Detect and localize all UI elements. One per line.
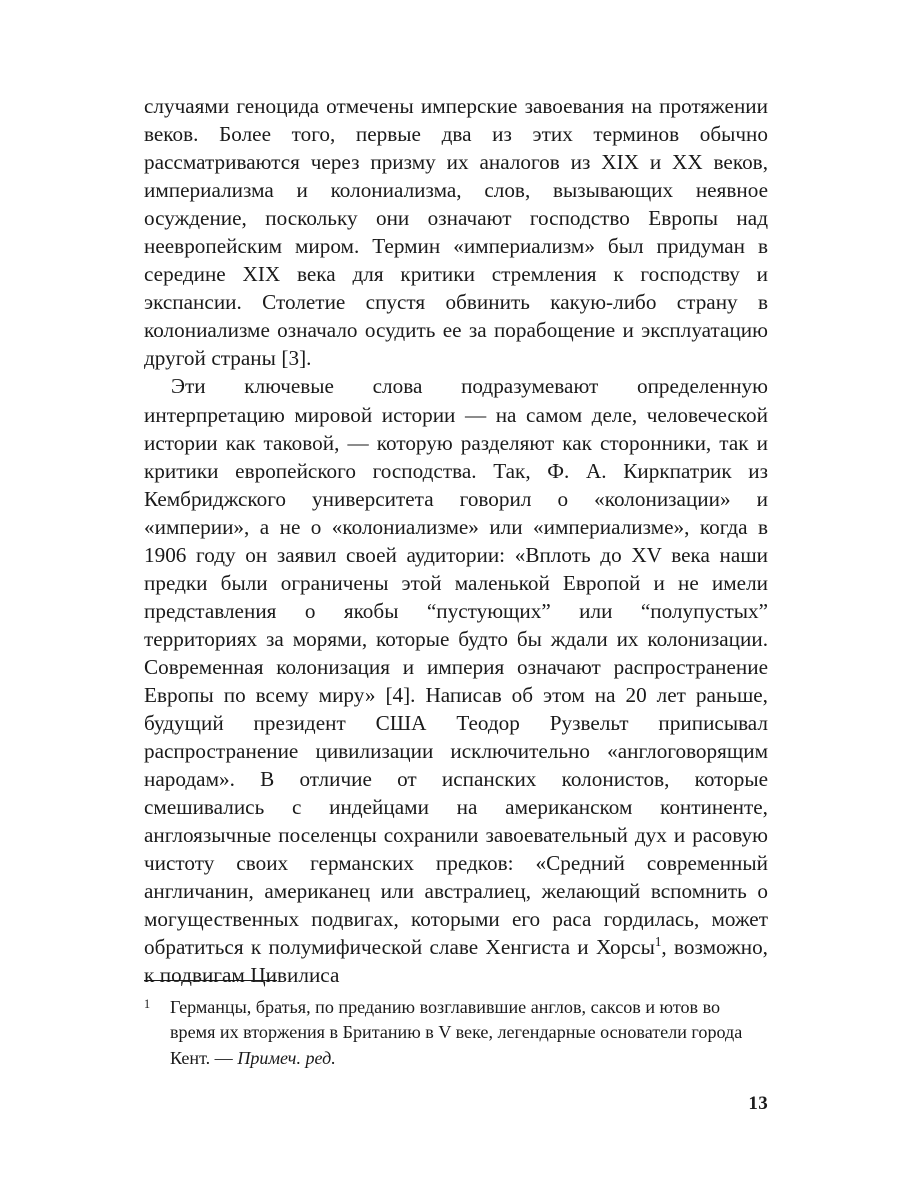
- paragraph-keywords-text-after-footnote: , возможно, к подвигам Цивилиса: [144, 935, 768, 988]
- footnote-attribution-1: Примеч. ред.: [237, 1047, 336, 1068]
- main-text-block: [144, 92, 768, 990]
- footnote-text-1: Германцы, братья, по преданию возглавившие англов, саксов и ютов во время их вторжения в Британию в V веке, легендарные основатели города Кент. —: [170, 997, 743, 1068]
- paragraph-continued: случаями геноцида отмечены имперские завоевания на протяжении веков. Более того, первые два из этих терминов обычно рассматриваются через призму их аналогов из XIX и XX веков, империализма и колониализма, слов, вызывающих неявное осуждение, поскольку они означают господство Европы над неевропейским миром. Термин «империализм» был придуман в середине XIX века для критики стремления к господству и экспансии. Столетие спустя обвинить какую-либо страну в колониализме означало осудить ее за порабощение и эксплуатацию другой страны [3].: [144, 94, 768, 371]
- footnote-item-1: [144, 995, 768, 1071]
- page-number: 13: [748, 1093, 768, 1114]
- footnote-separator-rule: [144, 980, 277, 981]
- paragraph-keywords: [144, 372, 768, 989]
- footnote-number-1: 1: [144, 997, 151, 1011]
- footnote-zone: [144, 980, 768, 1071]
- paragraph-keywords-text-before-footnote: Эти ключевые слова подразумевают определенную интерпретацию мировой истории — на самом деле, человеческой истории как таковой, — которую разделяют как сторонники, так и критики европейского господства. Так, Ф. А. Киркпатрик из Кембриджского университета говорил о «колонизации» и «империи», а не о «колониализме» или «империализме», когда в 1906 году он заявил своей аудитории: «Вплоть до XV века наши предки были ограничены этой маленькой Европой и не имели представления о якобы “пустующих” или “полупустых” территориях за морями, которые будто бы ждали их колонизации. Современная колонизация и империя означают распространение Европы по всему миру» [4]. Написав об этом на 20 лет раньше, будущий президент США Теодор Рузвельт приписывал распространение цивилизации исключительно «англоговорящим народам». В отличие от испанских колонистов, которые смешивались с индейцами на американском континенте, англоязычные поселенцы сохранили завоевательный дух и расовую чистоту своих германских предков: «Средний современный англичанин, американец или австралиец, желающий вспомнить о могущественных подвигах, которыми его раса гордилась, может обратиться к полумифической славе Хенгиста и Хорсы: [144, 374, 768, 960]
- footnote-reference-1[interactable]: 1: [654, 934, 662, 950]
